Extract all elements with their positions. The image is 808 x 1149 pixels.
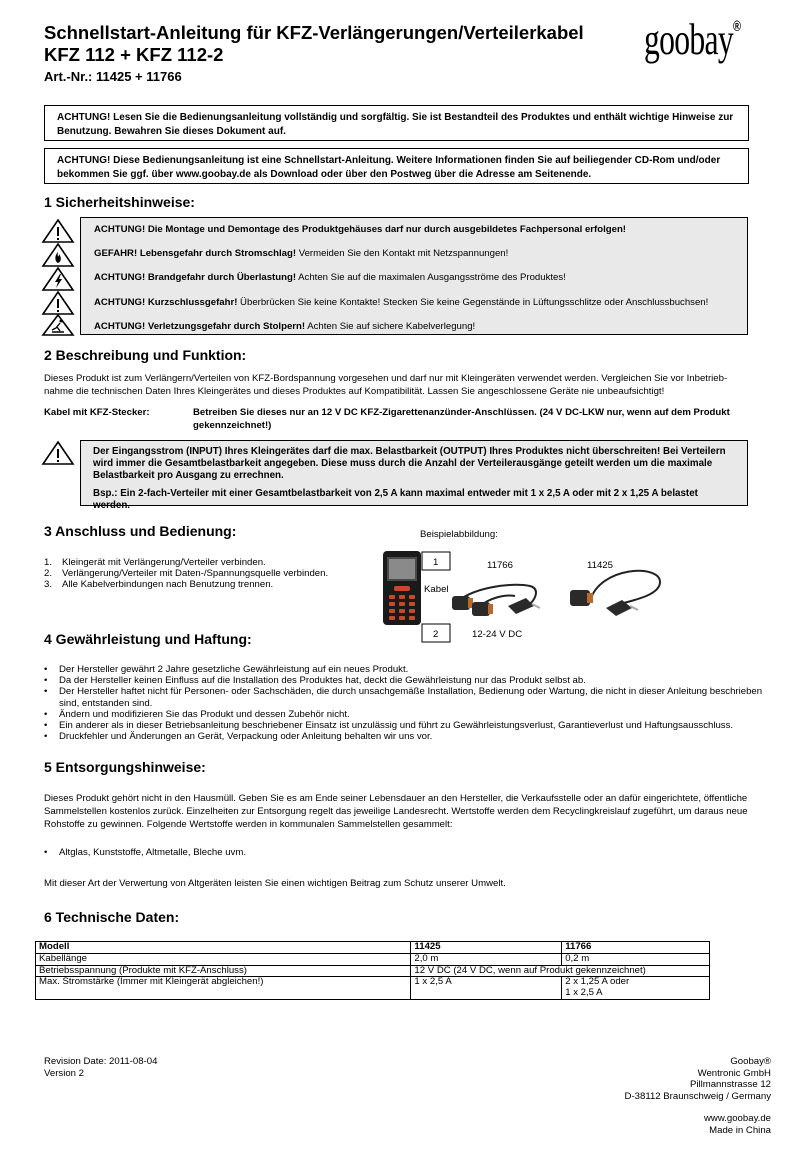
table-row xyxy=(36,977,710,1000)
list-item: • Druckfehler und Änderungen an Gerät, Verpackung oder Anleitung behalten wir uns vor. xyxy=(44,731,769,742)
section-2-intro: Dieses Produkt ist zum Verlängern/Verteilen von KFZ-Bordspannung vorgesehen und darf nur mit Kleingeräten verwendet werden. Vergleichen Sie vor Inbetrieb-nahme die technischen Daten Ihres Kleingerätes und dieses Produktes auf Kompatibilität. Lassen Sie angeschlossene Geräte nie unbeaufsichtigt! xyxy=(44,373,728,397)
warning-text: Achten Sie auf die maximalen Ausgangsströme des Produktes! xyxy=(296,272,566,284)
warning-bold: ACHTUNG! Verletzungsgefahr durch Stolpern! xyxy=(94,320,306,332)
warning-triangle-icon xyxy=(43,220,73,242)
warning-bold: ACHTUNG! Kurzschlussgefahr! xyxy=(94,296,238,308)
table-cell: 0,2 m xyxy=(562,953,710,965)
section-4-heading: 4 Gewährleistung und Haftung: xyxy=(44,631,252,647)
phone-image xyxy=(383,551,421,625)
step-number: 2. xyxy=(44,568,53,580)
warning-text: Überbrücken Sie keine Kontakte! Stecken Sie keine Gegenstände in Lüftungsschlitze oder Anschlussbuchsen! xyxy=(237,296,709,308)
model-11766-label: 11766 xyxy=(487,560,513,571)
cell-line: 2 x 1,25 A oder xyxy=(565,976,630,988)
tech-data-table xyxy=(35,941,710,1000)
article-number: Art.-Nr.: 11425 + 11766 xyxy=(44,69,182,84)
table-row xyxy=(36,953,710,965)
made-in: Made in China xyxy=(709,1124,771,1136)
table-cell: Kabellänge xyxy=(36,953,411,965)
title-line-1: Schnellstart-Anleitung für KFZ-Verlängerungen/Verteilerkabel xyxy=(44,22,584,43)
voltage-label: 12-24 V DC xyxy=(472,629,523,640)
disposal-text: Dieses Produkt gehört nicht in den Hausmüll. Geben Sie es am Ende seiner Lebensdauer an den Hersteller, die Verkaufsstelle oder an dafür eingerichtete, öffentliche Sammelstellen kostenlos zurück. Einzelheiten zur Entsorgung regelt das jeweilige Landesrecht. Wertstoffe werden dem Recyclingkreislauf zugeführt, um daraus neue Rohstoffe zu gewinnen. Folgende Wertstoffe werden in kommunalen Sammelstellen gesammelt: xyxy=(44,793,748,830)
list-item: • Da der Hersteller keinen Einfluss auf die Installation des Produktes hat, deckt die Gewährleistung nur das Produkt selbst ab. xyxy=(44,675,769,686)
warning-line xyxy=(94,296,734,310)
model-11425-label: 11425 xyxy=(587,560,613,571)
title-line-2: KFZ 112 + KFZ 112-2 xyxy=(44,44,224,65)
column-header: Modell xyxy=(36,942,411,954)
street: Pillmannstrasse 12 xyxy=(689,1079,771,1091)
disposal-closing: Mit dieser Art der Verwertung von Altgeräten leisten Sie einen wichtigen Beitrag zum Schutz unserer Umwelt. xyxy=(44,878,506,889)
step-text: Alle Kabelverbindungen nach Benutzung trennen. xyxy=(62,579,274,591)
table-cell: Max. Stromstärke (Immer mit Kleingerät abgleichen!) xyxy=(36,977,411,1000)
warning-line xyxy=(94,320,734,334)
safety-icons-svg xyxy=(40,218,76,336)
warning-bold: GEFAHR! Lebensgefahr durch Stromschlag! xyxy=(94,248,297,260)
footer-address xyxy=(625,1056,771,1137)
list-item: • Der Hersteller gewährt 2 Jahre gesetzliche Gewährleistung auf ein neues Produkt. xyxy=(44,664,769,675)
warning-text: Vermeiden Sie den Kontakt mit Netzspannungen! xyxy=(296,248,509,260)
safety-warnings-box xyxy=(80,217,748,335)
kabel-text: Betreiben Sie dieses nur an 12 V DC KFZ-Zigarettenanzünder-Anschlüssen. (24 V DC-LKW nur, wenn auf dem Produkt gekennzeichnet!) xyxy=(193,407,730,431)
list-item xyxy=(44,568,384,579)
footer-revision xyxy=(44,1056,157,1079)
city: D-38112 Braunschweig / Germany xyxy=(624,1090,771,1102)
flame-icon xyxy=(43,244,73,266)
extension-cable-image xyxy=(570,571,660,616)
warning-text: Achten Sie auf sichere Kabelverlegung! xyxy=(305,320,476,332)
load-capacity-text: Der Eingangsstrom (INPUT) Ihres Kleingerätes darf die max. Belastbarkeit (OUTPUT) Ihres Produktes nicht überschreiten! Bei Verteilern wird immer die Gesamtbelastbarkeit angegeben. Diese muss durch die Anzahl der Verteilerausgänge geteilt werden um die maximale Belastbarkeit pro Ausgang zu errechnen. xyxy=(93,446,726,482)
list-item: • Altglas, Kunststoffe, Altmetalle, Bleche uvm. xyxy=(44,847,744,858)
callout-2-label: 2 xyxy=(433,629,439,640)
company-name: Goobay® xyxy=(730,1056,771,1067)
table-header-row xyxy=(36,942,710,954)
load-capacity-example: Bsp.: Ein 2-fach-Verteiler mit einer Gesamtbelastbarkeit von 2,5 A kann maximal entweder mit 1 x 2,5 A oder mit 2 x 1,25 A belastet werden. xyxy=(93,487,698,511)
warning-line xyxy=(94,247,734,261)
section-1-heading: 1 Sicherheitshinweise: xyxy=(44,194,195,210)
list-item: • Ändern und modifizieren Sie das Produkt und dessen Zubehör nicht. xyxy=(44,709,769,720)
logo-text: goobay xyxy=(644,15,733,64)
list-item: • Der Hersteller haftet nicht für Personen- oder Sachschäden, die durch unsachgemäße Installation, Bedienung oder Wartung, die nicht in dieser Anleitung beschrieben sind, entstanden sind. xyxy=(44,686,769,708)
document-title xyxy=(44,22,584,66)
load-capacity-box xyxy=(80,440,748,511)
warning-bold: ACHTUNG! Brandgefahr durch Überlastung! xyxy=(94,272,297,284)
brand-logo xyxy=(644,14,740,65)
example-figure-svg xyxy=(380,546,680,656)
company-name-2: Wentronic GmbH xyxy=(697,1067,771,1079)
table-cell: Betriebsspannung (Produkte mit KFZ-Anschluss) xyxy=(36,965,411,977)
step-text: Kleingerät mit Verlängerung/Verteiler verbinden. xyxy=(62,557,266,568)
logo-registered-mark: ® xyxy=(732,18,741,35)
table-cell: 1 x 2,5 A xyxy=(411,977,562,1000)
kabel-label: Kabel mit KFZ-Stecker: xyxy=(44,407,150,418)
column-header: 11766 xyxy=(562,942,710,954)
section-2-heading: 2 Beschreibung und Funktion: xyxy=(44,347,247,363)
kabel-label-fig: Kabel xyxy=(424,584,449,595)
trip-hazard-icon xyxy=(43,315,73,335)
notice-read-manual: ACHTUNG! Lesen Sie die Bedienungsanleitung vollständig und sorgfältig. Sie ist Bestandteil des Produktes und enthält wichtige Hinweise zur Benutzung. Bewahren Sie dieses Dokument auf. xyxy=(44,105,749,141)
warning-bold: ACHTUNG! Die Montage und Demontage des Produktgehäuses darf nur durch ausgebildetes Fachpersonal erfolgen! xyxy=(94,224,626,235)
notice-quickstart: ACHTUNG! Diese Bedienungsanleitung ist eine Schnellstart-Anleitung. Weitere Informationen finden Sie auf beiliegender CD-Rom und/oder bekommen Sie ggf. über www.goobay.de als Download oder über den Postweg über die Adresse am Seitenende. xyxy=(44,148,749,184)
step-text: Verlängerung/Verteiler mit Daten-/Spannungsquelle verbinden. xyxy=(62,568,329,580)
splitter-cable-image xyxy=(452,585,540,616)
section-3-heading: 3 Anschluss und Bedienung: xyxy=(44,523,237,539)
connection-steps xyxy=(44,557,384,591)
example-label: Beispielabbildung: xyxy=(420,529,498,540)
revision-date: Revision Date: 2011-08-04 xyxy=(44,1056,158,1067)
table-cell: 12 V DC (24 V DC, wenn auf Produkt gekennzeichnet) xyxy=(411,965,710,977)
cell-line: 1 x 2,5 A xyxy=(565,987,603,999)
safety-icons xyxy=(40,218,76,336)
list-item xyxy=(44,557,384,568)
table-cell xyxy=(562,977,710,1000)
exclamation-icon xyxy=(43,292,73,314)
version: Version 2 xyxy=(44,1067,85,1079)
section-6-heading: 6 Technische Daten: xyxy=(44,909,180,925)
column-header: 11425 xyxy=(411,942,562,954)
callout-1-label: 1 xyxy=(433,557,439,568)
list-item: • Ein anderer als in dieser Betriebsanleitung beschriebener Einsatz ist unzulässig und führt zu Gewährleistungsverlust, Garantieverlust und Haftungsausschluss. xyxy=(44,720,769,731)
warranty-list xyxy=(44,664,769,742)
table-row xyxy=(36,965,710,977)
warning-line xyxy=(94,223,734,237)
warning-triangle-icon xyxy=(40,440,76,471)
warning-line xyxy=(94,271,734,285)
disposal-list xyxy=(44,847,744,858)
example-figure xyxy=(380,546,680,656)
step-number: 3. xyxy=(44,579,53,591)
website: www.goobay.de xyxy=(703,1113,771,1125)
table-cell: 2,0 m xyxy=(411,953,562,965)
list-item xyxy=(44,579,384,590)
lightning-icon xyxy=(43,268,73,290)
section-5-heading: 5 Entsorgungshinweise: xyxy=(44,759,206,775)
step-number: 1. xyxy=(44,557,53,568)
